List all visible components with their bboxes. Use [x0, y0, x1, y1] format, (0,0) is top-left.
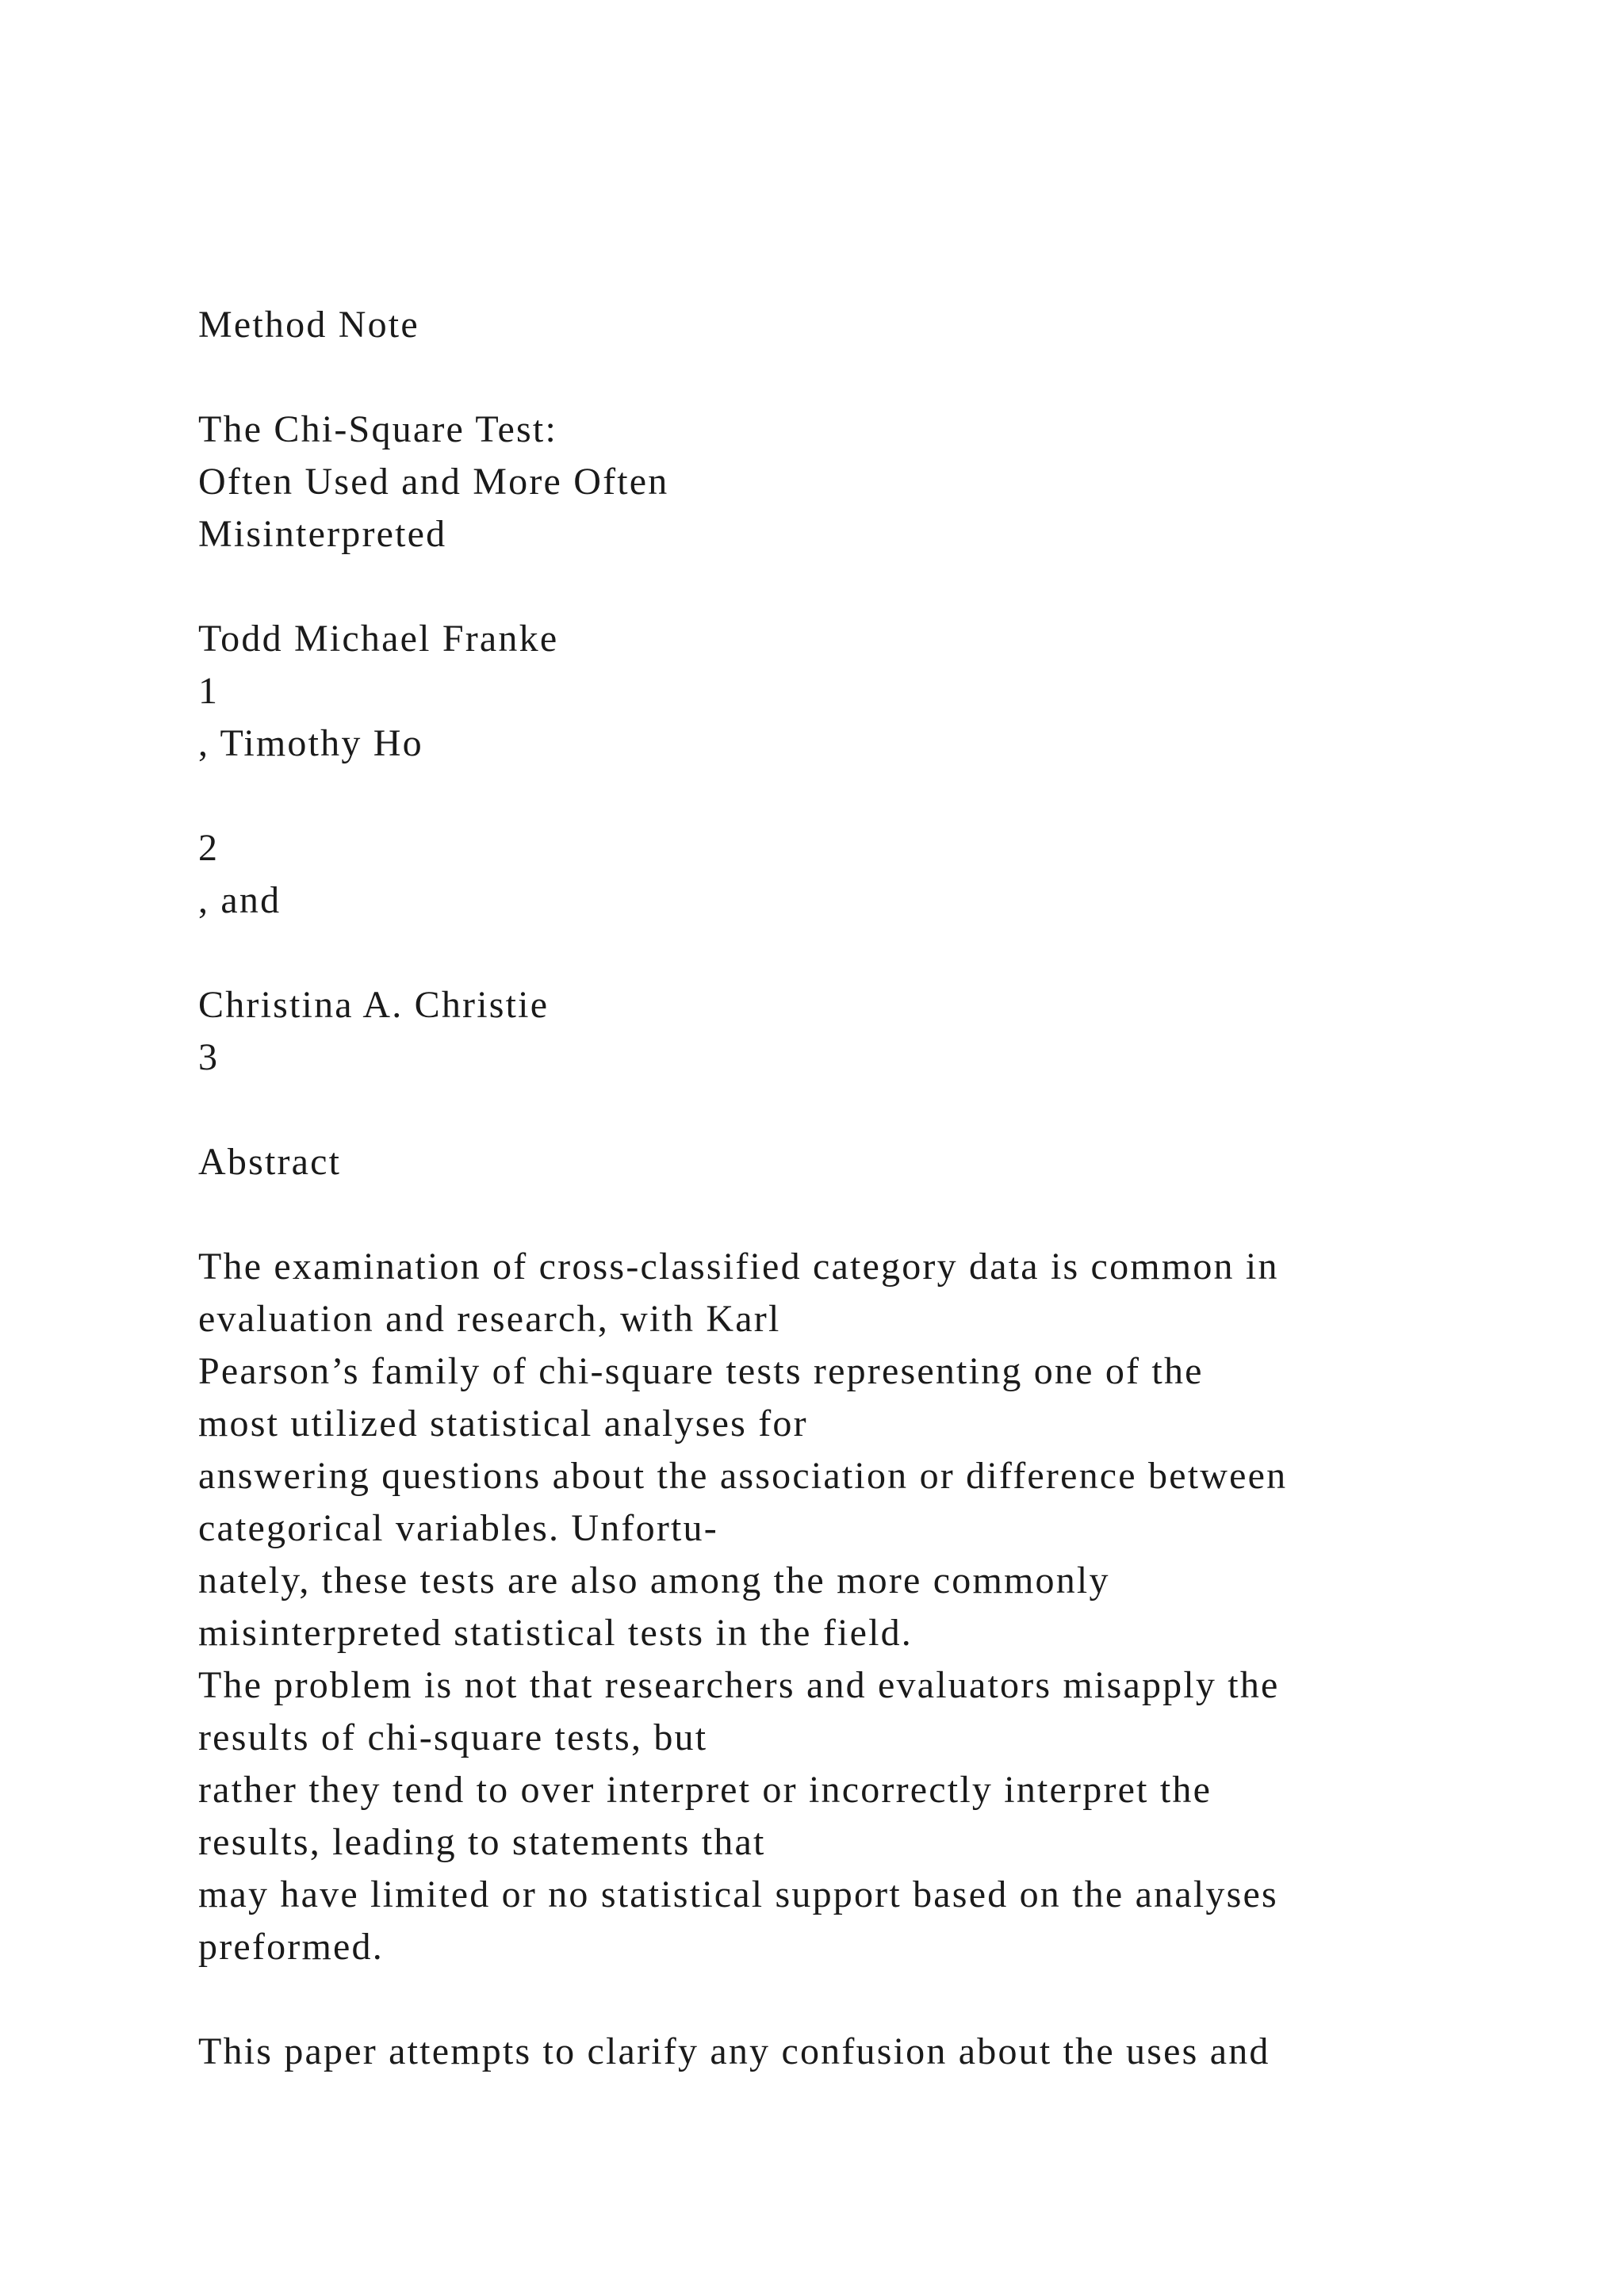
author-2-name: , Timothy Ho: [198, 722, 423, 764]
author-3-name: Christina A. Christie: [198, 984, 550, 1026]
abstract-line: answering questions about the association or difference between: [198, 1455, 1288, 1497]
body-paragraph-start: This paper attempts to clarify any confusion about the uses and: [198, 2030, 1270, 2072]
title-line-1: The Chi-Square Test:: [198, 408, 558, 450]
abstract-line: may have limited or no statistical support based on the analyses: [198, 1873, 1278, 1915]
abstract-line: rather they tend to over interpret or incorrectly interpret the: [198, 1769, 1212, 1811]
title-line-2: Often Used and More Often: [198, 461, 669, 503]
title-line-3: Misinterpreted: [198, 513, 447, 555]
abstract-line: categorical variables. Unfortu-: [198, 1507, 718, 1549]
abstract-line: The problem is not that researchers and evaluators misapply the: [198, 1664, 1280, 1706]
abstract-line: Pearson’s family of chi-square tests representing one of the: [198, 1350, 1204, 1392]
author-1-affiliation-mark: 1: [198, 670, 220, 712]
abstract-line: evaluation and research, with Karl: [198, 1298, 781, 1340]
abstract-line: nately, these tests are also among the more commonly: [198, 1559, 1110, 1601]
abstract-line: preformed.: [198, 1926, 384, 1968]
abstract-line: misinterpreted statistical tests in the field.: [198, 1612, 914, 1654]
abstract-line: results of chi-square tests, but: [198, 1716, 708, 1758]
abstract-line: results, leading to statements that: [198, 1821, 766, 1863]
author-conjunction: , and: [198, 879, 282, 921]
author-1-name: Todd Michael Franke: [198, 618, 559, 660]
abstract-heading: Abstract: [198, 1141, 342, 1183]
section-label: Method Note: [198, 304, 419, 346]
author-2-affiliation-mark: 2: [198, 827, 220, 869]
author-3-affiliation-mark: 3: [198, 1036, 220, 1078]
abstract-line: most utilized statistical analyses for: [198, 1402, 808, 1445]
abstract-line: The examination of cross-classified category data is common in: [198, 1246, 1279, 1288]
